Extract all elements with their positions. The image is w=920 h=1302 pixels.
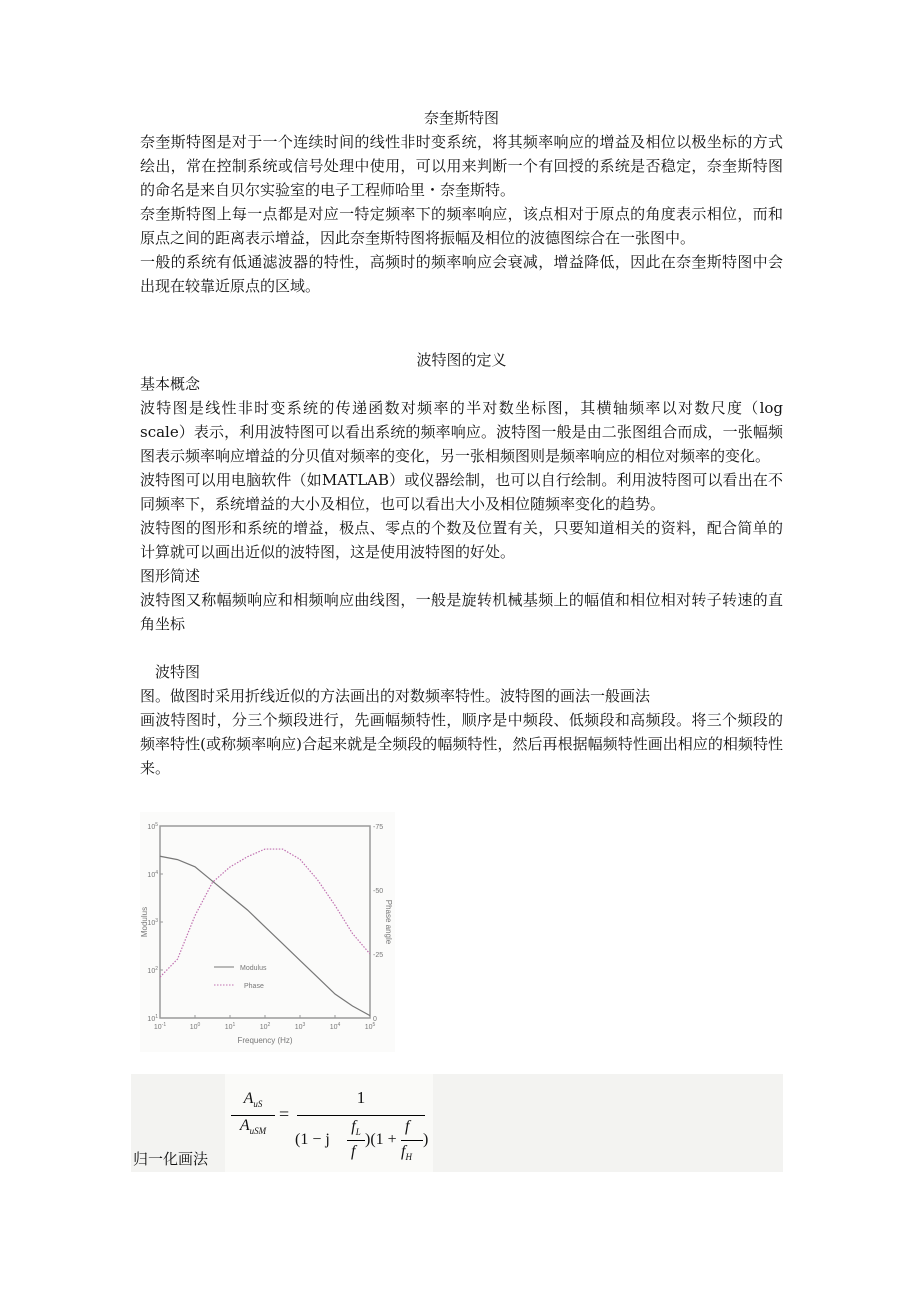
y-tick-label: $10^2$	[147, 966, 158, 975]
chart-background	[140, 812, 395, 1052]
subheading: 图形简述	[140, 567, 201, 585]
y-tick-label: $10^3$	[147, 918, 158, 927]
y2-tick-label: 0	[373, 1016, 377, 1023]
y2-tick-label: -25	[373, 952, 384, 959]
section-title: 波特图的定义	[416, 351, 507, 369]
rhs-numerator: 1	[356, 1088, 366, 1107]
formula-block	[131, 1074, 783, 1172]
y2-axis-label: Phase angle	[384, 899, 393, 945]
paragraph: 一般的系统有低通滤波器的特性，高频时的频率响应会衰减，增益降低，因此在奈奎斯特图中会出现在较靠近原点的区域。	[140, 253, 783, 295]
legend-label: Modulus	[240, 965, 267, 972]
x-tick-label: $10^3$	[294, 1022, 306, 1031]
rhs-denominator: (1 − j $f_L$ f )(1 + f $f_H$ )	[295, 1118, 429, 1163]
paragraph: 波特图是线性非时变系统的传递函数对频率的半对数坐标图，其横轴频率以对数尺度（log scale）表示，利用波特图可以看出系统的频率响应。波特图一般是由二张图组合而成，一张幅频图表示频率响应增益的分贝值对频率的变化，另一张相频图则是频率响应的相位对频率的变化。	[140, 399, 783, 465]
formula-label: 归一化画法	[133, 1150, 209, 1168]
paragraph: 奈奎斯特图是对于一个连续时间的线性非时变系统，将其频率响应的增益及相位以极坐标的方式绘出，常在控制系统或信号处理中使用，可以用来判断一个有回授的系统是否稳定，奈奎斯特图的命名是来自贝尔实验室的电子工程师哈里・奈奎斯特。	[140, 133, 783, 199]
y2-tick-label: -75	[373, 824, 384, 831]
normalized-gain-formula	[225, 1074, 433, 1172]
y-tick-label: $10^1$	[147, 1014, 158, 1023]
x-tick-label: $10^1$	[224, 1022, 236, 1031]
lhs-numerator: $A_{uS}$	[243, 1090, 263, 1110]
paragraph: 奈奎斯特图上每一点都是对应一特定频率下的频率响应，该点相对于原点的角度表示相位，而和原点之间的距离表示增益，因此奈奎斯特图将振幅及相位的波德图综合在一张图中。	[140, 205, 783, 247]
paragraph: 画波特图时，分三个频段进行，先画幅频特性，顺序是中频段、低频段和高频段。将三个频段的频率特性(或称频率响应)合起来就是全频段的幅频特性，然后再根据幅频特性画出相应的相频特性来。	[140, 711, 783, 777]
lhs-denominator: $A_{uSM}$	[239, 1117, 267, 1137]
x-tick-label: $10^{-1}$	[153, 1022, 167, 1031]
subheading: 基本概念	[140, 375, 201, 393]
x-tick-label: $10^2$	[259, 1022, 271, 1031]
bode-chart	[140, 812, 395, 1052]
y-tick-label: $10^4$	[147, 870, 158, 879]
legend-label: Phase	[244, 983, 264, 990]
paragraph: 图。做图时采用折线近似的方法画出的对数频率特性。波特图的画法一般画法	[140, 687, 651, 705]
x-tick-label: $10^4$	[329, 1022, 341, 1031]
y-axis-label: Modulus	[140, 906, 149, 938]
paragraph: 波特图又称幅频响应和相频响应曲线图，一般是旋转机械基频上的幅值和相位相对转子转速的直角坐标	[140, 591, 783, 633]
x-axis-label: Frequency (Hz)	[237, 1036, 293, 1045]
x-tick-label: $10^5$	[364, 1022, 376, 1031]
figure-caption: 波特图	[155, 663, 201, 681]
x-tick-label: $10^0$	[189, 1022, 201, 1031]
paragraph: 波特图的图形和系统的增益，极点、零点的个数及位置有关，只要知道相关的资料，配合简单的计算就可以画出近似的波特图，这是使用波特图的好处。	[140, 519, 783, 561]
section-title: 奈奎斯特图	[423, 109, 499, 127]
y2-tick-label: -50	[373, 888, 384, 895]
document-body	[140, 106, 783, 780]
equals-sign: =	[279, 1104, 290, 1124]
paragraph: 波特图可以用电脑软件（如MATLAB）或仪器绘制，也可以自行绘制。利用波特图可以看出在不同频率下，系统增益的大小及相位，也可以看出大小及相位随频率变化的趋势。	[140, 471, 783, 513]
y-tick-label: $10^5$	[147, 822, 158, 831]
